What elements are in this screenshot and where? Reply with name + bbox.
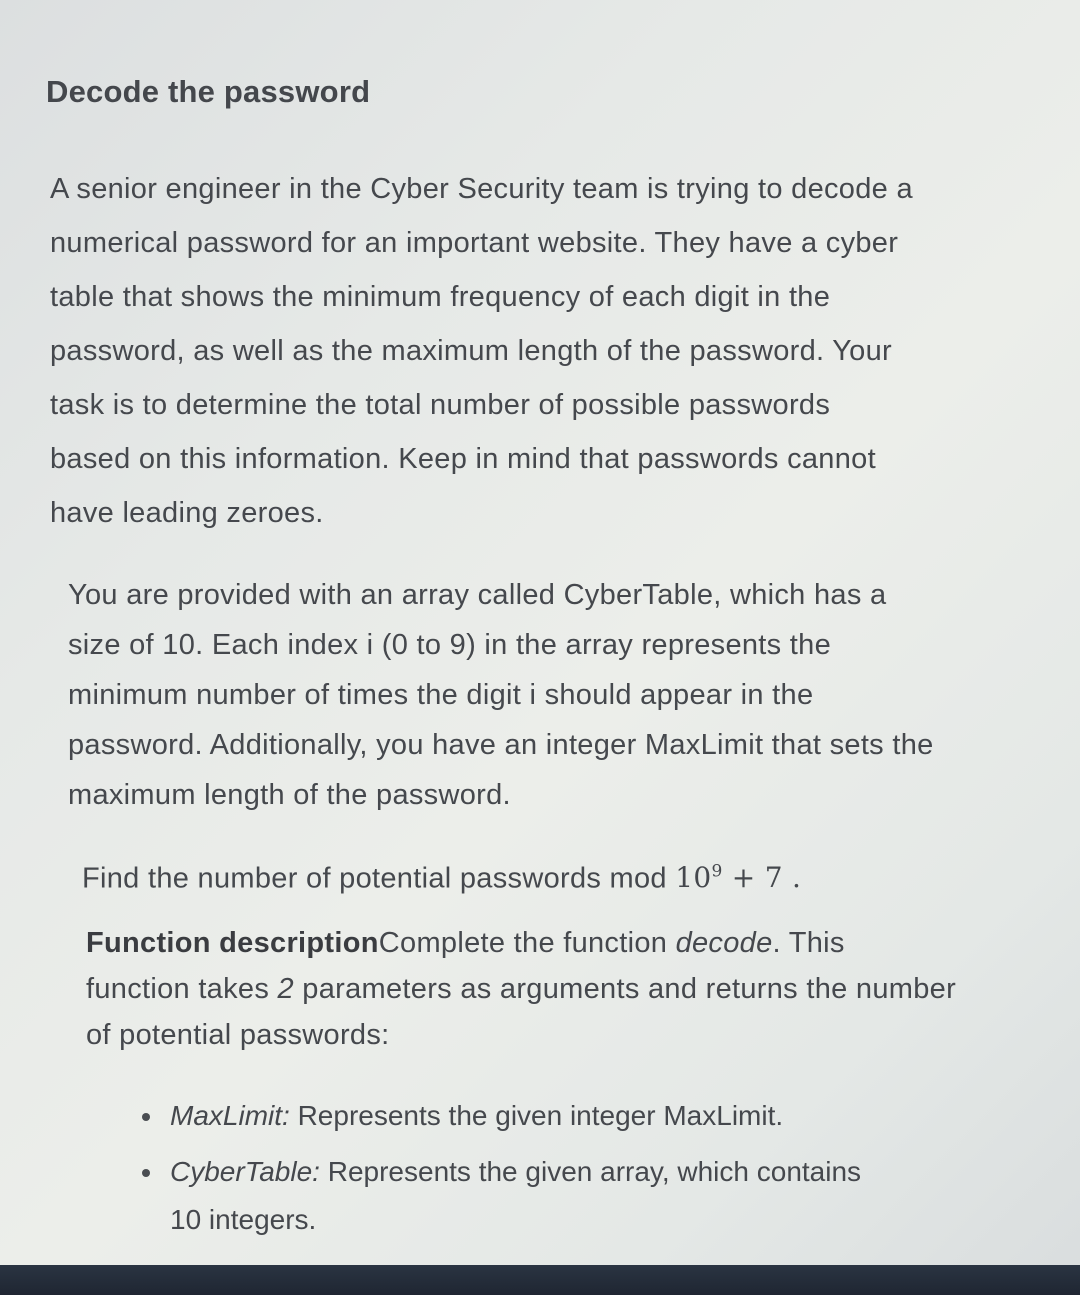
input-description-paragraph	[68, 570, 1018, 820]
function-description-heading: Function description	[86, 927, 379, 959]
function-description-text: parameters as arguments and returns the number	[293, 973, 957, 1005]
text-line: You are provided with an array called CyberTable, which has a	[68, 579, 887, 611]
output-text: Find the number of potential passwords mod	[82, 862, 676, 895]
parameter-list	[140, 1092, 960, 1252]
bottom-bar	[0, 1265, 1080, 1295]
modulus-base: 10	[675, 861, 712, 895]
param-desc: Represents the given integer MaxLimit.	[289, 1100, 784, 1131]
text-line: table that shows the minimum frequency of each digit in the	[50, 281, 831, 313]
param-name: CyberTable:	[170, 1156, 320, 1187]
param-desc-continuation: 10 integers.	[170, 1204, 317, 1235]
text-line: numerical password for an important website. They have a cyber	[50, 227, 899, 259]
function-description-line: of potential passwords:	[86, 1019, 390, 1051]
function-description-text: function takes	[86, 973, 278, 1005]
text-line: password, as well as the maximum length of the password. Your	[50, 335, 892, 367]
text-line: task is to determine the total number of possible passwords	[50, 389, 831, 421]
text-line: size of 10. Each index i (0 to 9) in the array represents the	[68, 629, 832, 661]
function-description	[86, 920, 1016, 1058]
text-line: password. Additionally, you have an integer MaxLimit that sets the	[68, 729, 934, 761]
modulus-expression	[675, 861, 801, 894]
page-title: Decode the password	[46, 74, 371, 109]
param-count: 2	[277, 973, 294, 1005]
param-name: MaxLimit:	[170, 1100, 290, 1131]
function-description-line	[86, 920, 1016, 966]
modulus-tail: + 7 .	[722, 861, 802, 895]
bullet-icon	[142, 1169, 150, 1177]
function-description-text: Complete the function	[378, 927, 676, 959]
text-line: minimum number of times the digit i should appear in the	[68, 679, 814, 711]
list-item	[140, 1092, 960, 1140]
list-item	[140, 1148, 960, 1244]
modulus-exponent: 9	[711, 862, 723, 882]
function-description-text: . This	[772, 927, 845, 959]
output-description-paragraph	[82, 845, 982, 905]
text-line: have leading zeroes.	[50, 497, 324, 529]
text-line: maximum length of the password.	[68, 779, 511, 811]
bullet-icon	[142, 1113, 150, 1121]
problem-statement-paragraph	[50, 162, 1050, 540]
text-line: A senior engineer in the Cyber Security team is trying to decode a	[50, 173, 913, 205]
function-description-line	[86, 966, 1016, 1012]
param-desc: Represents the given array, which contains	[319, 1156, 862, 1187]
text-line: based on this information. Keep in mind that passwords cannot	[50, 443, 876, 475]
function-name: decode	[675, 927, 773, 959]
